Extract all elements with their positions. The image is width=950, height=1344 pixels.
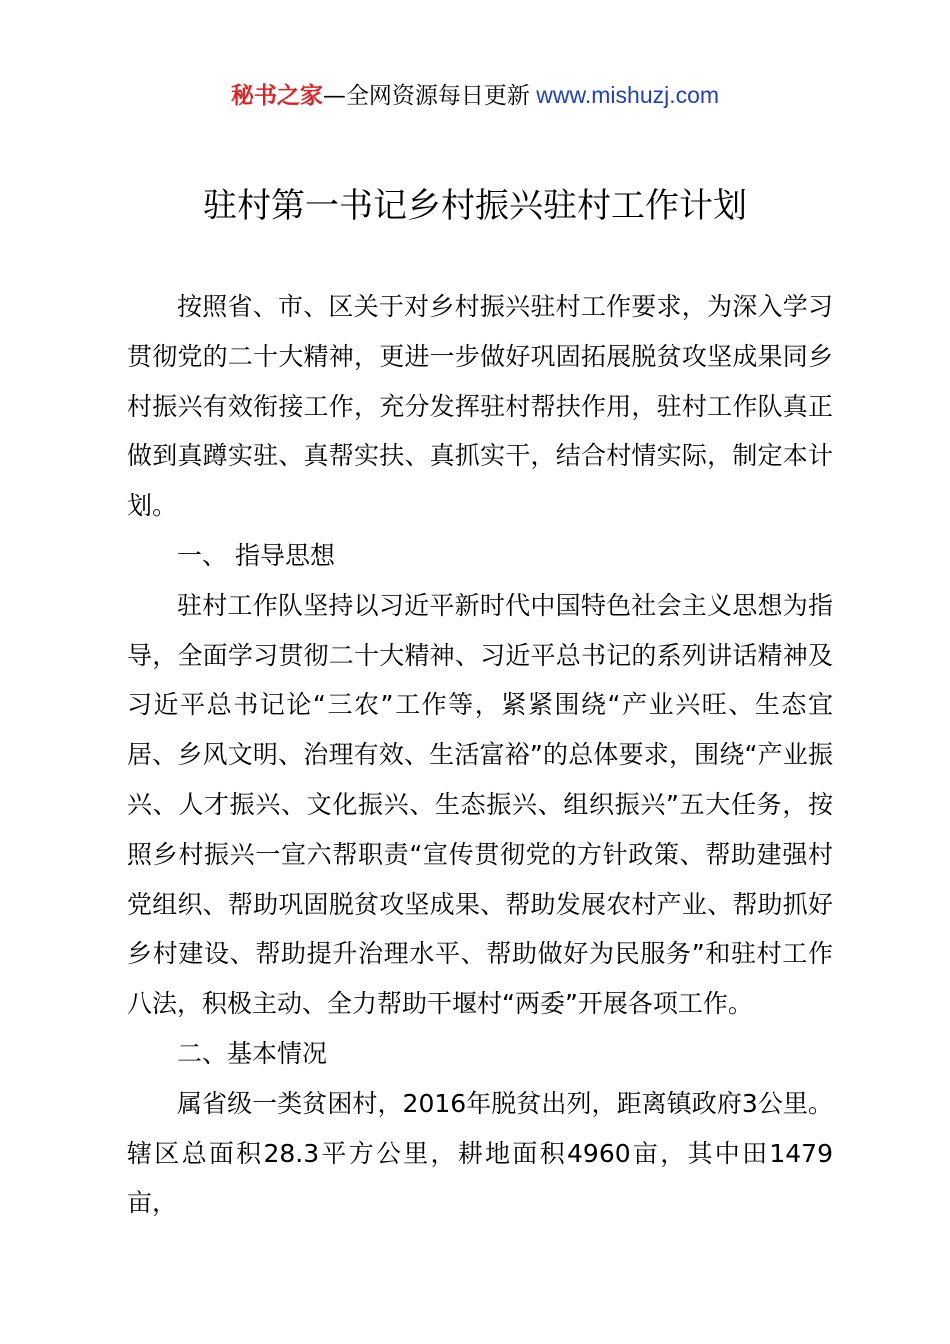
site-tagline: —全网资源每日更新 [322, 83, 530, 109]
basic-situation-paragraph: 属省级一类贫困村，2016年脱贫出列，距离镇政府3公里。辖区总面积28.3平方公里，耕地面积4960亩，其中田1479亩， [127, 1088, 833, 1218]
section-heading-basic-situation: 二、基本情况 [177, 1038, 328, 1068]
intro-paragraph: 按照省、市、区关于对乡村振兴驻村工作要求，为深入学习贯彻党的二十大精神，更进一步做好巩固拓展脱贫攻坚成果同乡村振兴有效衔接工作，充分发挥驻村帮扶作用，驻村工作队真正做到真蹲实驻、真帮实扶、真抓实干，结合村情实际，制定本计划。 [127, 292, 833, 521]
site-url-link[interactable]: www.mishuzj.com [529, 82, 720, 108]
site-brand: 秘书之家 [230, 83, 323, 109]
guiding-ideology-paragraph: 驻村工作队坚持以习近平新时代中国特色社会主义思想为指导，全面学习贯彻二十大精神、习近平总书记的系列讲话精神及习近平总书记论“三农”工作等，紧紧围绕“产业兴旺、生态宜居、乡风文明、治理有效、生活富裕”的总体要求，围绕“产业振兴、人才振兴、文化振兴、生态振兴、组织振兴”五大任务，按照乡村振兴一宣六帮职责“宣传贯彻党的方针政策、帮助建强村党组织、帮助巩固脱贫攻坚成果、帮助发展农村产业、帮助抓好乡村建设、帮助提升治理水平、帮助做好为民服务”和驻村工作八法，积极主动、全力帮助干堰村“两委”开展各项工作。 [127, 590, 833, 1019]
site-header [0, 80, 950, 111]
section-heading-guiding-ideology: 一、 指导思想 [177, 540, 335, 570]
document-body [127, 282, 833, 1228]
document-title: 驻村第一书记乡村振兴驻村工作计划 [203, 186, 747, 226]
